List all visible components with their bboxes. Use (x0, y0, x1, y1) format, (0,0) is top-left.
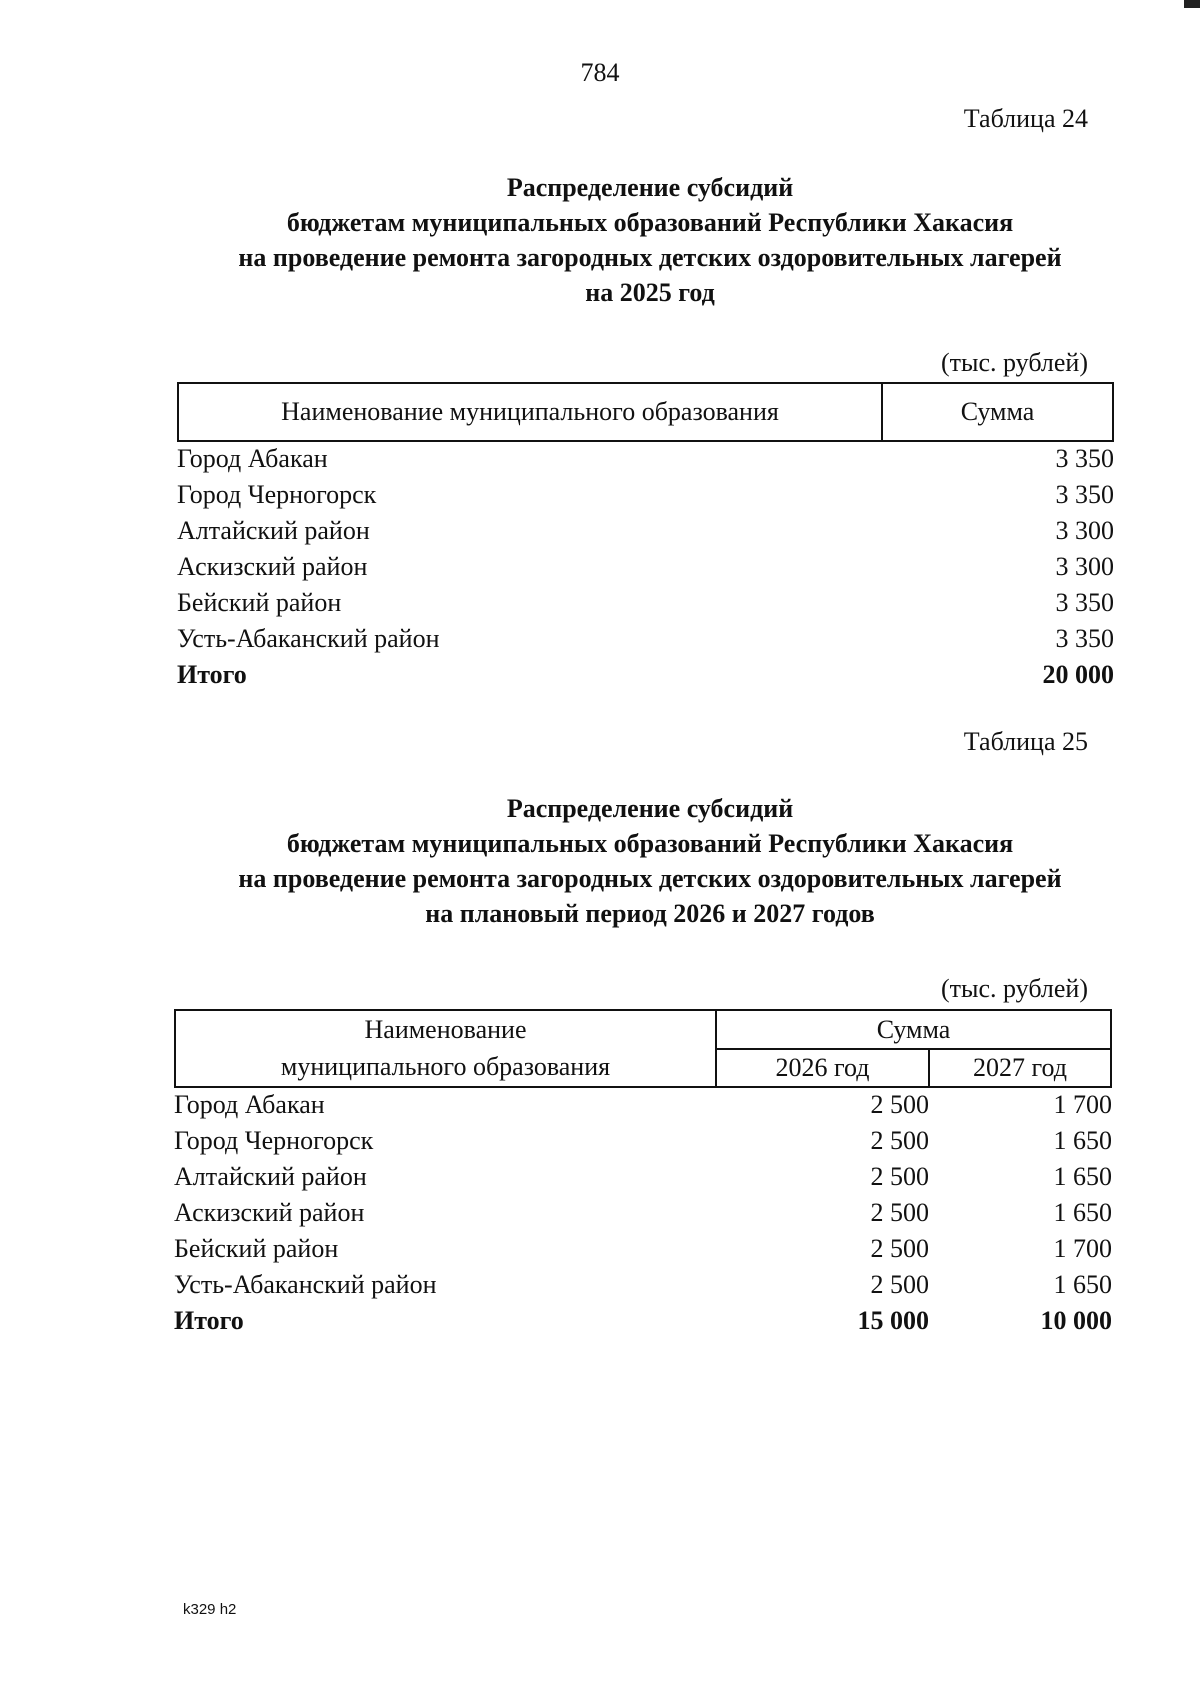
row-name: Бейский район (174, 1234, 339, 1263)
header-name: Наименование муниципального образования (281, 397, 779, 426)
row-name: Аскизский район (177, 552, 368, 581)
row-name: Город Черногорск (174, 1126, 374, 1155)
total-label: Итого (174, 1306, 244, 1335)
header-year-2027: 2027 год (973, 1053, 1067, 1082)
row-name: Бейский район (177, 588, 342, 617)
title-line: на проведение ремонта загородных детских оздоровительных лагерей (238, 864, 1062, 893)
table-25-units: (тыс. рублей) (940, 974, 1088, 1003)
table-24-title (150, 170, 1150, 310)
header-sum: Сумма (960, 397, 1035, 426)
title-line: Распределение субсидий (506, 173, 794, 202)
row-sum: 3 350 (1055, 624, 1114, 653)
row-name: Аскизский район (174, 1198, 365, 1227)
row-value-2027: 1 700 (1053, 1090, 1112, 1119)
row-value-2027: 1 650 (1053, 1198, 1112, 1227)
row-value-2026: 2 500 (870, 1090, 929, 1119)
row-value-2027: 1 650 (1053, 1162, 1112, 1191)
header-year-2026: 2026 год (775, 1053, 870, 1082)
row-name: Усть-Абаканский район (174, 1270, 437, 1299)
row-value-2026: 2 500 (870, 1162, 929, 1191)
table-24-label: Таблица 24 (963, 104, 1088, 133)
table-row (177, 586, 1114, 620)
table-row (174, 1088, 1112, 1122)
table-24-units: (тыс. рублей) (940, 348, 1088, 377)
title-line: на 2025 год (585, 278, 715, 307)
row-sum: 3 350 (1055, 444, 1114, 473)
table-row (177, 514, 1114, 548)
table-25-title (150, 791, 1150, 931)
header-divider (717, 1048, 1110, 1050)
row-sum: 3 350 (1055, 480, 1114, 509)
document-code: k329 h2 (183, 1601, 237, 1618)
total-label: Итого (177, 660, 247, 689)
total-row (177, 658, 1114, 692)
row-name: Алтайский район (177, 516, 370, 545)
total-value-2027: 10 000 (1040, 1306, 1112, 1335)
row-name: Алтайский район (174, 1162, 367, 1191)
row-value-2026: 2 500 (870, 1270, 929, 1299)
row-sum: 3 300 (1055, 552, 1114, 581)
row-value-2026: 2 500 (870, 1198, 929, 1227)
row-sum: 3 300 (1055, 516, 1114, 545)
total-sum: 20 000 (1042, 660, 1114, 689)
table-row (177, 442, 1114, 476)
table-row (174, 1268, 1112, 1302)
table-row (174, 1160, 1112, 1194)
row-value-2027: 1 700 (1053, 1234, 1112, 1263)
table-row (174, 1196, 1112, 1230)
header-name-line1: Наименование (364, 1015, 527, 1044)
table-row (177, 550, 1114, 584)
title-line: бюджетам муниципальных образований Республики Хакасия (286, 208, 1014, 237)
table-row (177, 622, 1114, 656)
header-name-line2: муниципального образования (280, 1052, 611, 1081)
row-name: Город Черногорск (177, 480, 377, 509)
title-line: Распределение субсидий (506, 794, 794, 823)
total-row (174, 1304, 1112, 1338)
table-25-label: Таблица 25 (963, 727, 1088, 756)
total-value-2026: 15 000 (857, 1306, 929, 1335)
table-row (177, 478, 1114, 512)
table-24-header (177, 382, 1114, 442)
row-value-2026: 2 500 (870, 1126, 929, 1155)
header-sum: Сумма (876, 1015, 951, 1044)
page-number: 784 (580, 58, 620, 87)
row-value-2026: 2 500 (870, 1234, 929, 1263)
row-name: Усть-Абаканский район (177, 624, 440, 653)
row-sum: 3 350 (1055, 588, 1114, 617)
table-25-header (174, 1009, 1112, 1088)
row-name: Город Абакан (174, 1090, 325, 1119)
title-line: на плановый период 2026 и 2027 годов (425, 899, 875, 928)
row-name: Город Абакан (177, 444, 328, 473)
table-row (174, 1124, 1112, 1158)
scan-edge-mark (1184, 0, 1200, 8)
title-line: на проведение ремонта загородных детских оздоровительных лагерей (238, 243, 1062, 272)
title-line: бюджетам муниципальных образований Республики Хакасия (286, 829, 1014, 858)
table-row (174, 1232, 1112, 1266)
row-value-2027: 1 650 (1053, 1270, 1112, 1299)
row-value-2027: 1 650 (1053, 1126, 1112, 1155)
